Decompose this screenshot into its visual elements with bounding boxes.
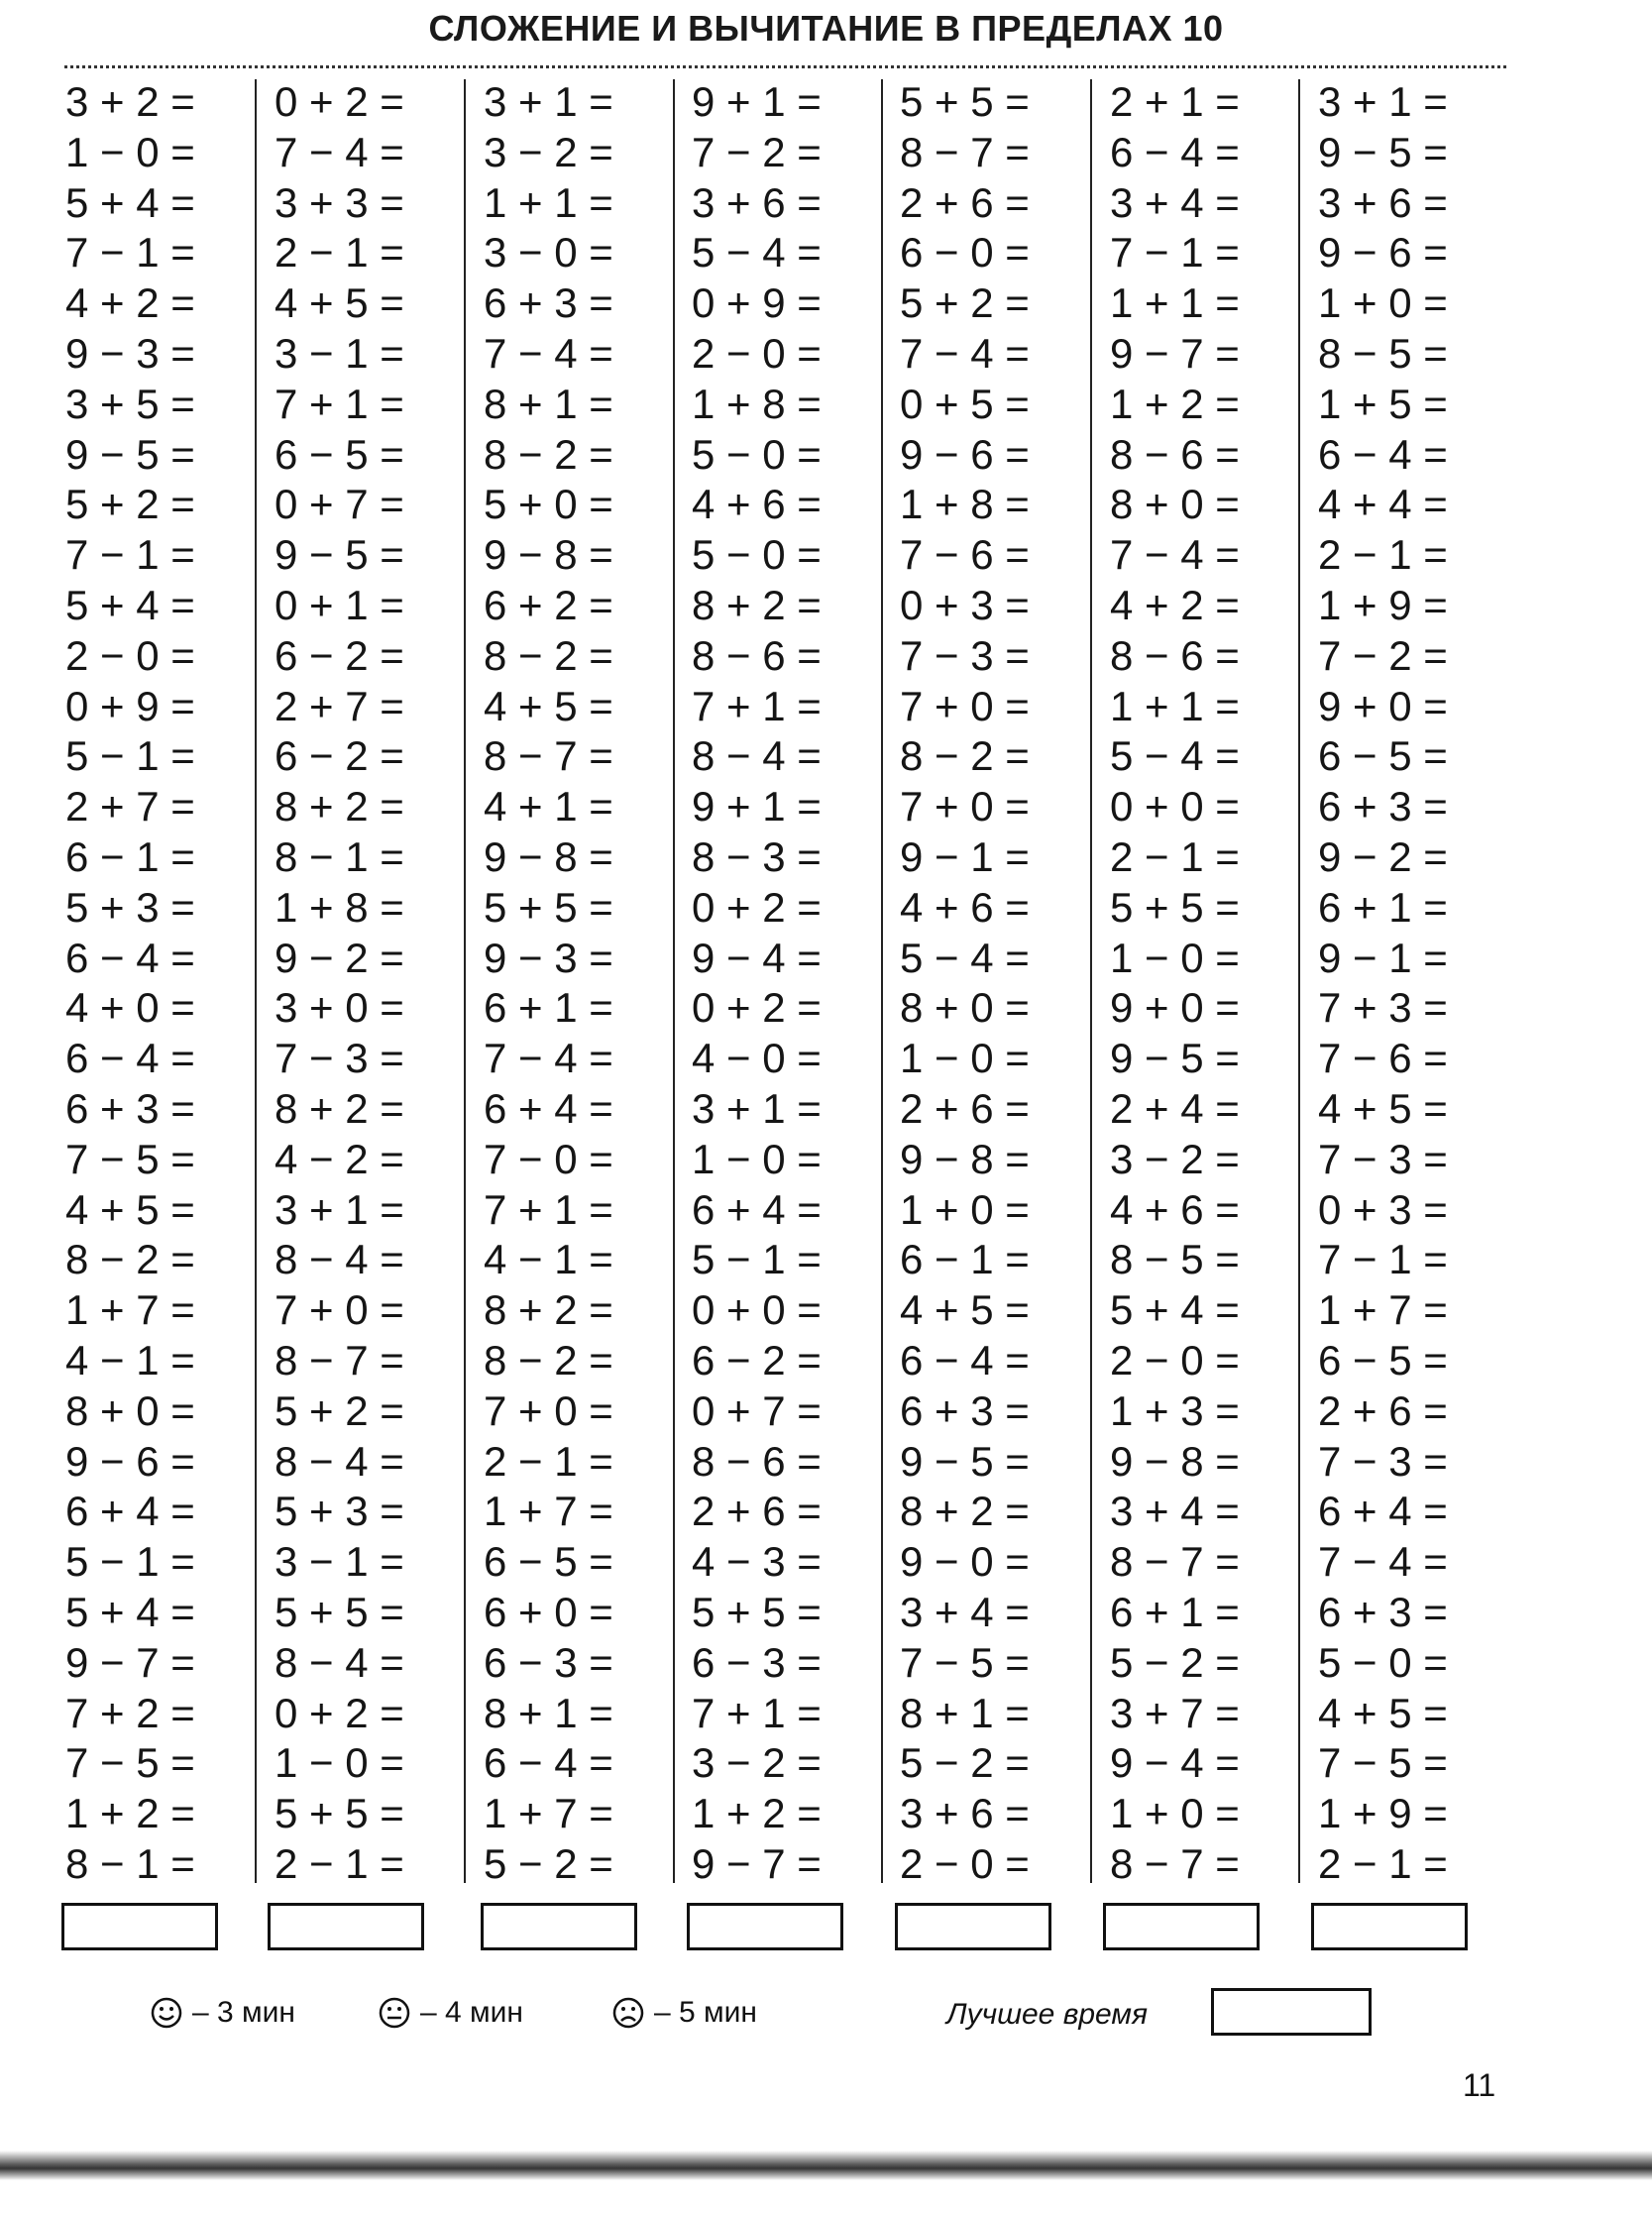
time-box[interactable] [895,1903,1051,1950]
math-problem: 7 + 1 = [692,1689,822,1736]
math-problem: 4 + 5 = [65,1185,195,1233]
page-number: 11 [1463,2067,1496,2103]
best-time-box[interactable] [1211,1988,1372,2036]
math-problem: 2 + 6 = [692,1488,822,1535]
math-problem: 7 + 0 = [484,1386,613,1434]
math-problem: 7 − 4 = [484,329,613,377]
math-problem: 6 + 3 = [1318,1588,1448,1635]
math-problem: 6 − 3 = [484,1638,613,1686]
math-problem: 2 − 1 = [1110,832,1240,880]
math-problem: 7 + 0 = [900,783,1030,831]
math-problem: 9 + 0 = [1318,682,1448,729]
math-problem: 9 − 5 = [900,1437,1030,1485]
math-problem: 9 − 1 = [900,832,1030,880]
math-problem: 5 − 4 = [1110,732,1240,780]
math-problem: 6 + 2 = [484,581,613,628]
math-problem: 7 − 3 = [275,1035,404,1082]
best-time-label: Лучшее время [946,1998,1148,2031]
math-problem: 9 − 8 = [900,1135,1030,1182]
math-problem: 9 − 5 = [65,430,195,478]
math-problem: 6 − 4 = [65,934,195,981]
time-box[interactable] [1311,1903,1468,1950]
math-problem: 5 − 1 = [65,1538,195,1586]
math-problem: 7 − 2 = [692,128,822,175]
math-problem: 0 + 2 = [692,883,822,931]
math-problem: 9 − 4 = [1110,1739,1240,1787]
math-problem: 4 + 5 = [900,1286,1030,1334]
math-problem: 3 + 7 = [1110,1689,1240,1736]
math-problem: 6 − 3 = [692,1638,822,1686]
math-problem: 9 − 8 = [484,531,613,579]
math-problem: 4 + 2 = [1110,581,1240,628]
math-problem: 6 − 1 = [900,1236,1030,1283]
math-problem: 1 + 7 = [1318,1286,1448,1334]
math-problem: 2 − 1 = [275,1839,404,1887]
math-problem: 1 − 0 = [1110,934,1240,981]
math-problem: 9 − 5 = [1110,1035,1240,1082]
math-problem: 3 + 3 = [275,178,404,226]
math-problem: 5 + 5 = [275,1588,404,1635]
dotted-divider [64,65,1506,68]
math-problem: 1 − 0 = [900,1035,1030,1082]
math-problem: 5 + 5 = [275,1790,404,1837]
math-problem: 5 + 2 = [275,1386,404,1434]
math-problem: 8 − 1 = [275,832,404,880]
math-problem: 7 − 5 = [65,1739,195,1787]
math-problem: 6 − 4 = [900,1336,1030,1384]
scan-edge-shadow [0,2151,1652,2180]
math-problem: 4 + 5 = [484,682,613,729]
math-problem: 5 + 4 = [65,1588,195,1635]
math-problem: 6 + 3 = [900,1386,1030,1434]
smiley-sad-icon [612,1997,644,2029]
math-problem: 3 + 6 = [900,1790,1030,1837]
math-problem: 8 − 6 = [692,1437,822,1485]
math-problem: 2 + 6 = [1318,1386,1448,1434]
math-problem: 5 + 5 = [900,78,1030,125]
math-problem: 7 − 1 = [65,229,195,277]
math-problem: 5 + 3 = [65,883,195,931]
math-problem: 6 − 4 = [1318,430,1448,478]
math-problem: 8 + 1 = [484,380,613,427]
math-problem: 4 + 6 = [900,883,1030,931]
problem-column [275,77,473,1890]
math-problem: 5 − 1 = [65,732,195,780]
math-problem: 6 + 3 = [1318,783,1448,831]
math-problem: 0 + 0 = [692,1286,822,1334]
math-problem: 8 − 2 = [484,430,613,478]
math-problem: 9 − 5 = [275,531,404,579]
math-problem: 3 + 1 = [484,78,613,125]
column-divider [673,79,675,1883]
math-problem: 1 + 5 = [1318,380,1448,427]
column-divider [255,79,257,1883]
math-problem: 7 + 1 = [484,1185,613,1233]
math-problem: 9 + 0 = [1110,984,1240,1032]
math-problem: 1 − 0 = [65,128,195,175]
math-problem: 5 − 0 = [692,531,822,579]
math-problem: 8 − 4 = [692,732,822,780]
legend-neutral [379,1988,523,2038]
math-problem: 3 + 4 = [1110,178,1240,226]
math-problem: 9 − 6 = [900,430,1030,478]
math-problem: 8 − 7 = [1110,1538,1240,1586]
math-problem: 8 − 2 = [484,1336,613,1384]
math-problem: 6 + 4 = [65,1488,195,1535]
time-box[interactable] [481,1903,637,1950]
math-problem: 8 − 2 = [65,1236,195,1283]
math-problem: 4 + 6 = [1110,1185,1240,1233]
math-problem: 8 + 2 = [692,581,822,628]
legend-neutral-text: – 4 мин [420,1996,523,2029]
math-problem: 9 − 7 = [692,1839,822,1887]
math-problem: 4 + 6 = [692,481,822,528]
math-problem: 8 − 7 = [484,732,613,780]
math-problem: 5 + 4 = [65,178,195,226]
math-problem: 7 − 6 = [1318,1035,1448,1082]
math-problem: 8 − 7 = [275,1336,404,1384]
math-problem: 8 − 6 = [1110,631,1240,679]
math-problem: 9 − 8 = [484,832,613,880]
math-problem: 3 + 1 = [692,1084,822,1132]
math-problem: 2 + 6 = [900,178,1030,226]
math-problem: 9 − 4 = [692,934,822,981]
math-problem: 7 − 3 = [1318,1437,1448,1485]
math-problem: 6 − 5 = [484,1538,613,1586]
math-problem: 2 + 7 = [65,783,195,831]
math-problem: 9 − 7 = [1110,329,1240,377]
math-problem: 2 − 0 = [900,1839,1030,1887]
problem-column [1110,77,1308,1890]
math-problem: 5 − 2 = [900,1739,1030,1787]
math-problem: 6 + 1 = [484,984,613,1032]
math-problem: 5 + 4 = [65,581,195,628]
page-title: СЛОЖЕНИЕ И ВЫЧИТАНИЕ В ПРЕДЕЛАХ 10 [428,8,1224,49]
math-problem: 7 − 0 = [484,1135,613,1182]
math-problem: 7 + 2 = [65,1689,195,1736]
math-problem: 6 + 1 = [1318,883,1448,931]
math-problem: 3 + 5 = [65,380,195,427]
math-problem: 4 − 1 = [65,1336,195,1384]
math-problem: 8 + 0 = [1110,481,1240,528]
math-problem: 8 − 4 = [275,1638,404,1686]
math-problem: 9 − 7 = [65,1638,195,1686]
math-problem: 5 − 4 = [692,229,822,277]
math-problem: 8 − 5 = [1318,329,1448,377]
math-problem: 8 + 0 = [65,1386,195,1434]
math-problem: 0 + 7 = [275,481,404,528]
legend-happy [151,1988,295,2038]
math-problem: 7 − 6 = [900,531,1030,579]
math-problem: 8 + 2 = [275,1084,404,1132]
math-problem: 4 + 5 = [275,279,404,327]
math-problem: 8 − 4 = [275,1236,404,1283]
math-problem: 1 + 0 = [900,1185,1030,1233]
math-problem: 0 + 5 = [900,380,1030,427]
math-problem: 9 − 3 = [484,934,613,981]
math-problem: 2 − 0 = [692,329,822,377]
math-problem: 1 + 0 = [1318,279,1448,327]
math-problem: 0 + 2 = [692,984,822,1032]
math-problem: 2 + 6 = [900,1084,1030,1132]
math-problem: 0 + 9 = [692,279,822,327]
math-problem: 0 + 9 = [65,682,195,729]
math-problem: 9 − 8 = [1110,1437,1240,1485]
math-problem: 5 + 5 = [484,883,613,931]
math-problem: 8 − 2 = [484,631,613,679]
math-problem: 6 − 4 = [484,1739,613,1787]
math-problem: 2 + 4 = [1110,1084,1240,1132]
math-problem: 3 + 2 = [65,78,195,125]
math-problem: 5 − 0 = [692,430,822,478]
math-problem: 8 + 2 = [484,1286,613,1334]
math-problem: 1 + 3 = [1110,1386,1240,1434]
math-problem: 6 − 5 = [1318,732,1448,780]
math-problem: 8 + 1 = [900,1689,1030,1736]
math-problem: 7 − 5 = [65,1135,195,1182]
math-problem: 5 − 1 = [692,1236,822,1283]
math-problem: 7 − 4 = [1318,1538,1448,1586]
problem-column [1318,77,1516,1890]
math-problem: 2 − 1 = [1318,1839,1448,1887]
math-problem: 7 − 4 = [484,1035,613,1082]
math-problem: 2 + 1 = [1110,78,1240,125]
math-problem: 7 − 1 = [1318,1236,1448,1283]
math-problem: 1 + 2 = [1110,380,1240,427]
math-problem: 1 − 0 = [692,1135,822,1182]
math-problem: 0 + 0 = [1110,783,1240,831]
math-problem: 6 + 3 = [484,279,613,327]
math-problem: 0 + 1 = [275,581,404,628]
math-problem: 4 − 1 = [484,1236,613,1283]
math-problem: 5 − 2 = [484,1839,613,1887]
math-problem: 1 + 8 = [275,883,404,931]
math-problem: 3 − 2 = [692,1739,822,1787]
math-problem: 4 + 0 = [65,984,195,1032]
math-problem: 8 − 6 = [692,631,822,679]
math-problem: 3 − 1 = [275,1538,404,1586]
math-problem: 0 + 7 = [692,1386,822,1434]
math-problem: 7 + 0 = [900,682,1030,729]
math-problem: 0 + 2 = [275,78,404,125]
math-problem: 9 − 5 = [1318,128,1448,175]
math-problem: 9 − 6 = [65,1437,195,1485]
column-divider [464,79,466,1883]
math-problem: 4 + 4 = [1318,481,1448,528]
math-problem: 6 − 5 = [275,430,404,478]
math-problem: 1 + 7 = [65,1286,195,1334]
math-problem: 7 + 0 = [275,1286,404,1334]
math-problem: 0 + 3 = [1318,1185,1448,1233]
math-problem: 1 + 9 = [1318,581,1448,628]
math-problem: 8 + 0 = [900,984,1030,1032]
problem-column [484,77,682,1890]
column-divider [1298,79,1300,1883]
math-problem: 1 + 2 = [692,1790,822,1837]
math-problem: 5 − 4 = [900,934,1030,981]
math-problem: 6 − 4 = [1110,128,1240,175]
math-problem: 9 − 3 = [65,329,195,377]
math-problem: 2 − 0 = [1110,1336,1240,1384]
math-problem: 8 − 6 = [1110,430,1240,478]
math-problem: 8 − 3 = [692,832,822,880]
math-problem: 4 − 0 = [692,1035,822,1082]
math-problem: 2 − 0 = [65,631,195,679]
math-problem: 9 + 1 = [692,783,822,831]
math-problem: 8 − 7 = [900,128,1030,175]
math-problem: 3 + 6 = [1318,178,1448,226]
math-problem: 7 − 4 = [275,128,404,175]
math-problem: 3 + 4 = [900,1588,1030,1635]
math-problem: 7 − 4 = [1110,531,1240,579]
math-problem: 5 + 3 = [275,1488,404,1535]
math-problem: 6 + 4 = [484,1084,613,1132]
math-problem: 1 + 1 = [484,178,613,226]
column-divider [1090,79,1092,1883]
math-problem: 7 − 3 = [900,631,1030,679]
math-problem: 5 + 5 = [692,1588,822,1635]
math-problem: 7 − 4 = [900,329,1030,377]
math-problem: 5 − 2 = [1110,1638,1240,1686]
math-problem: 8 + 2 = [275,783,404,831]
legend-sad-text: – 5 мин [654,1996,757,2029]
math-problem: 6 + 0 = [484,1588,613,1635]
math-problem: 5 + 5 = [1110,883,1240,931]
math-problem: 5 + 0 = [484,481,613,528]
math-problem: 1 + 0 = [1110,1790,1240,1837]
math-problem: 8 − 7 = [1110,1839,1240,1887]
math-problem: 1 + 8 = [900,481,1030,528]
math-problem: 3 + 6 = [692,178,822,226]
math-problem: 1 + 7 = [484,1790,613,1837]
math-problem: 7 + 3 = [1318,984,1448,1032]
math-problem: 1 + 1 = [1110,279,1240,327]
time-box[interactable] [687,1903,843,1950]
math-problem: 4 + 2 = [65,279,195,327]
math-problem: 5 + 4 = [1110,1286,1240,1334]
math-problem: 4 + 5 = [1318,1689,1448,1736]
math-problem: 6 − 4 = [65,1035,195,1082]
math-problem: 7 − 5 = [1318,1739,1448,1787]
math-problem: 3 + 0 = [275,984,404,1032]
math-problem: 0 + 2 = [275,1689,404,1736]
math-problem: 7 − 3 = [1318,1135,1448,1182]
math-problem: 7 + 1 = [692,682,822,729]
math-problem: 7 + 1 = [275,380,404,427]
math-problem: 1 + 1 = [1110,682,1240,729]
math-problem: 8 + 2 = [900,1488,1030,1535]
math-problem: 9 − 2 = [275,934,404,981]
smiley-neutral-icon [379,1997,410,2029]
time-box[interactable] [1103,1903,1260,1950]
math-problem: 3 + 1 = [1318,78,1448,125]
math-problem: 5 − 0 = [1318,1638,1448,1686]
math-problem: 0 + 3 = [900,581,1030,628]
column-divider [881,79,883,1883]
legend-sad [612,1988,757,2038]
math-problem: 6 − 2 = [692,1336,822,1384]
time-box[interactable] [61,1903,218,1950]
math-problem: 6 + 4 = [1318,1488,1448,1535]
math-problem: 6 + 4 = [692,1185,822,1233]
math-problem: 4 − 3 = [692,1538,822,1586]
math-problem: 6 − 2 = [275,732,404,780]
smiley-happy-icon [151,1997,182,2029]
math-problem: 3 + 1 = [275,1185,404,1233]
math-problem: 1 + 7 = [484,1488,613,1535]
math-problem: 6 + 3 = [65,1084,195,1132]
problem-column [692,77,890,1890]
math-problem: 1 + 9 = [1318,1790,1448,1837]
problem-column [900,77,1098,1890]
math-problem: 6 − 2 = [275,631,404,679]
math-problem: 6 − 5 = [1318,1336,1448,1384]
math-problem: 2 − 1 = [484,1437,613,1485]
math-problem: 4 + 5 = [1318,1084,1448,1132]
math-problem: 9 − 2 = [1318,832,1448,880]
math-problem: 7 − 5 = [900,1638,1030,1686]
math-problem: 4 − 2 = [275,1135,404,1182]
math-problem: 7 − 1 = [65,531,195,579]
problem-column [65,77,264,1890]
math-problem: 7 − 1 = [1110,229,1240,277]
math-problem: 6 − 1 = [65,832,195,880]
math-problem: 7 − 2 = [1318,631,1448,679]
math-problem: 2 − 1 = [1318,531,1448,579]
math-problem: 8 + 1 = [484,1689,613,1736]
math-problem: 3 − 0 = [484,229,613,277]
math-problem: 8 − 1 = [65,1839,195,1887]
math-problem: 9 + 1 = [692,78,822,125]
math-problem: 3 − 2 = [484,128,613,175]
math-problem: 1 + 8 = [692,380,822,427]
math-problem: 9 − 0 = [900,1538,1030,1586]
math-problem: 8 − 5 = [1110,1236,1240,1283]
math-problem: 5 + 2 = [900,279,1030,327]
math-problem: 6 − 0 = [900,229,1030,277]
math-problem: 2 − 1 = [275,229,404,277]
math-problem: 8 − 2 = [900,732,1030,780]
legend-happy-text: – 3 мин [192,1996,295,2029]
math-problem: 3 − 2 = [1110,1135,1240,1182]
math-problem: 4 + 1 = [484,783,613,831]
math-problem: 9 − 1 = [1318,934,1448,981]
math-problem: 1 − 0 = [275,1739,404,1787]
math-problem: 3 + 4 = [1110,1488,1240,1535]
math-problem: 8 − 4 = [275,1437,404,1485]
math-problem: 6 + 1 = [1110,1588,1240,1635]
math-problem: 3 − 1 = [275,329,404,377]
time-box[interactable] [268,1903,424,1950]
math-problem: 1 + 2 = [65,1790,195,1837]
math-problem: 2 + 7 = [275,682,404,729]
math-problem: 5 + 2 = [65,481,195,528]
math-problem: 9 − 6 = [1318,229,1448,277]
